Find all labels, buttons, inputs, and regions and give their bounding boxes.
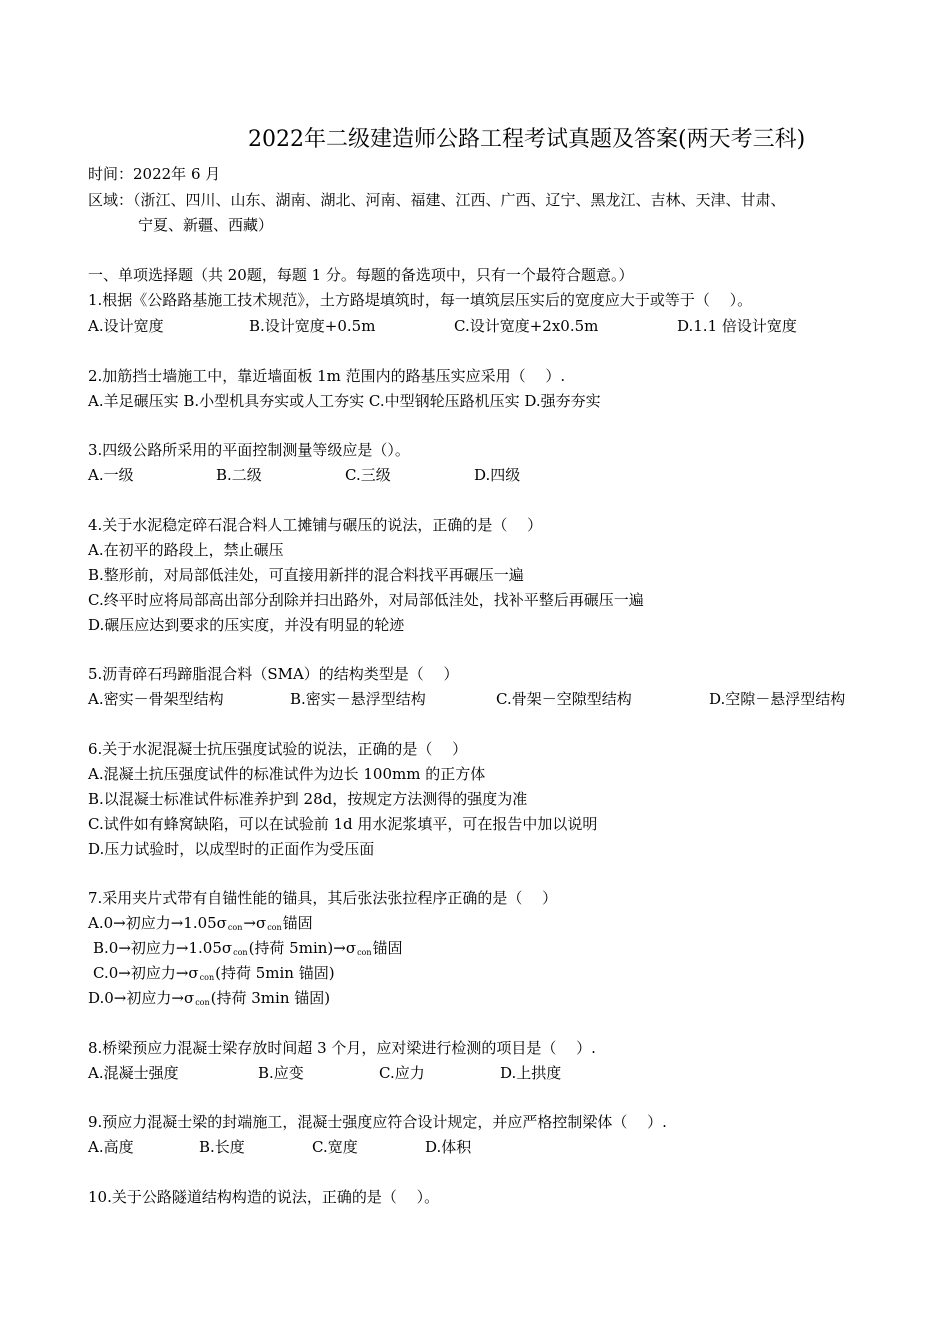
exam-time: 时间：2022年 6 月	[88, 165, 221, 183]
option-d: D.体积	[425, 1138, 472, 1156]
option-b-end: 锚固	[372, 939, 403, 957]
sigma-subscript: con	[233, 948, 248, 957]
option-a-start: A.0→初应力→1.05σ	[88, 914, 227, 932]
option-b-start: B.0→初应力→1.05σ	[93, 939, 233, 957]
question-9-stem: 9.预应力混凝士梁的封端施工，混凝士强度应符合设计规定，并应严格控制梁体（ ）.	[88, 1113, 667, 1131]
document-title: 2022年二级建造师公路工程考试真题及答案(两天考三科)	[248, 127, 806, 152]
question-6-option-d: D.压力试验时，以成型时的正面作为受压面	[88, 840, 375, 858]
question-8-stem: 8.桥梁预应力混凝士梁存放时间超 3 个月，应对梁进行检测的项目是（ ）.	[88, 1039, 596, 1057]
sigma-subscript: con	[357, 948, 372, 957]
exam-region-line-2: 宁夏、新疆、西藏）	[138, 216, 274, 234]
option-b: B.二级	[216, 466, 262, 484]
option-b: B.长度	[199, 1138, 245, 1156]
option-d-start: D.0→初应力→σ	[88, 989, 195, 1007]
question-1-stem: 1.根据《公路路基施工技术规范》，土方路堤填筑时，每一填筑层压实后的宽度应大于或等于（ ）。	[88, 291, 753, 309]
question-6-option-b: B.以混凝士标准试件标准养护到 28d，按规定方法测得的强度为准	[88, 790, 528, 808]
question-7-option-c	[93, 963, 335, 988]
option-c: C.宽度	[312, 1138, 358, 1156]
option-d-end: (持荷 3min 锚固)	[210, 989, 331, 1007]
option-d: D.空隙－悬浮型结构	[709, 690, 846, 708]
option-c-start: C.0→初应力→σ	[93, 964, 199, 982]
question-7-stem: 7.采用夹片式带有自锚性能的锚具，其后张法张拉程序正确的是（ ）	[88, 889, 558, 907]
question-7-option-b	[93, 938, 403, 963]
question-2-stem: 2.加筋挡士墙施工中，靠近墙面板 1m 范围内的路基压实应采用（ ）.	[88, 367, 566, 385]
question-3-stem: 3.四级公路所采用的平面控制测量等级应是（）。	[88, 441, 410, 459]
question-6-option-c: C.试件如有蜂窝缺陷，可以在试验前 1d 用水泥浆填平，可在报告中加以说明	[88, 815, 598, 833]
sigma-subscript: con	[195, 998, 210, 1007]
option-a-end: 锚固	[282, 914, 313, 932]
sigma-subscript: con	[199, 973, 215, 982]
sigma-subscript: con	[227, 923, 243, 932]
option-c-end: (持荷 5min 锚固)	[215, 964, 335, 982]
option-a: A.混凝士强度	[88, 1064, 179, 1082]
question-4-stem: 4.关于水泥稳定碎石混合料人工摊铺与碾压的说法，正确的是（ ）	[88, 516, 543, 534]
question-5-stem: 5.沥青碎石玛蹄脂混合料（SMA）的结构类型是（ ）	[88, 665, 459, 683]
question-4-option-d: D.碾压应达到要求的压实度，并没有明显的轮迹	[88, 616, 405, 634]
question-2-options: A.羊足碾压实 B.小型机具夯实或人工夯实 C.中型钢轮压路机压实 D.强夯夯实	[88, 392, 601, 410]
option-c: C.三级	[345, 466, 391, 484]
option-b: B.应变	[258, 1064, 304, 1082]
option-a: A.高度	[88, 1138, 134, 1156]
sigma-subscript: con	[267, 923, 282, 932]
option-d: D.四级	[474, 466, 521, 484]
option-d: D.1.1 倍设计宽度	[677, 317, 797, 335]
option-a: A.设计宽度	[88, 317, 164, 335]
question-6-option-a: A.混凝土抗压强度试件的标准试件为边长 100mm 的正方体	[88, 765, 486, 783]
question-4-option-a: A.在初平的路段上，禁止碾压	[88, 541, 284, 559]
question-7-option-a	[88, 913, 313, 938]
exam-region-line-1: 区域：（浙江、四川、山东、湖南、湖北、河南、福建、江西、广西、辽宁、黑龙江、吉林、天津、甘肃、	[88, 191, 786, 209]
question-4-option-c: C.终平时应将局部高出部分刮除并扫出路外，对局部低洼处，找补平整后再碾压一遍	[88, 591, 644, 609]
question-10-stem: 10.关于公路隧道结构构造的说法，正确的是（ ）。	[88, 1188, 440, 1206]
option-c: C.设计宽度+2x0.5m	[454, 317, 599, 335]
option-d: D.上拱度	[500, 1064, 562, 1082]
question-7-option-d	[88, 988, 330, 1013]
question-6-stem: 6.关于水泥混凝士抗压强度试验的说法，正确的是（ ）	[88, 740, 468, 758]
option-c: C.骨架－空隙型结构	[496, 690, 632, 708]
section-heading: 一、单项选择题（共 20题，每题 1 分。每题的备选项中，只有一个最符合题意。）	[88, 266, 634, 284]
option-b: B.密实－悬浮型结构	[290, 690, 426, 708]
option-b-mid: (持荷 5min)→σ	[248, 939, 357, 957]
option-b: B.设计宽度+0.5m	[249, 317, 376, 335]
option-a: A.一级	[88, 466, 134, 484]
option-c: C.应力	[379, 1064, 425, 1082]
question-4-option-b: B.整形前，对局部低洼处，可直接用新拌的混合料找平再碾压一遍	[88, 566, 524, 584]
option-a-mid: →σ	[243, 914, 267, 932]
option-a: A.密实－骨架型结构	[88, 690, 224, 708]
